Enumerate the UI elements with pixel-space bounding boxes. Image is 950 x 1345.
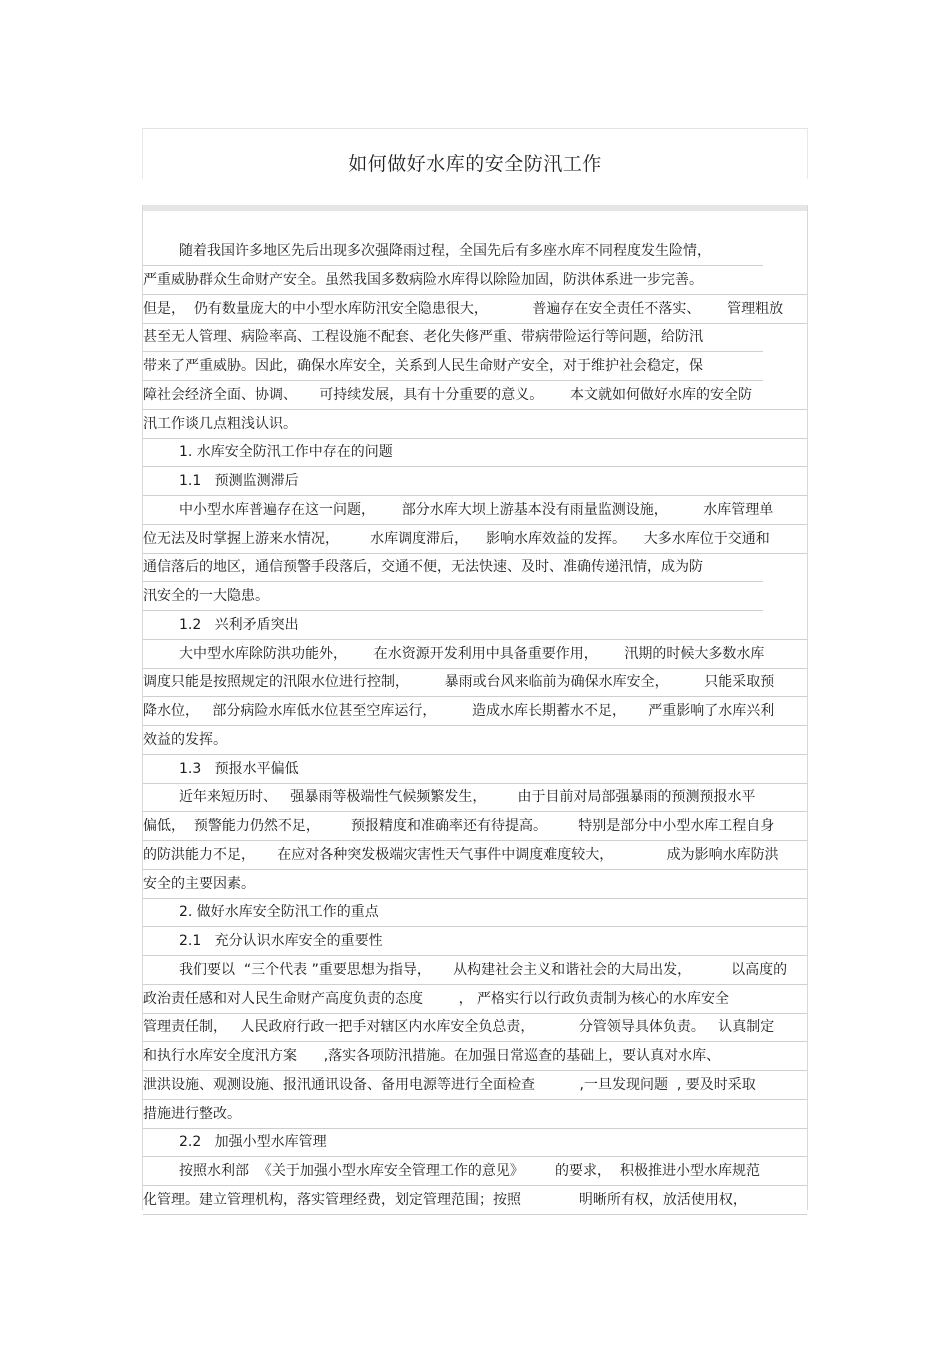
text-row: [143, 697, 807, 726]
text-row: [143, 1042, 807, 1071]
text-line: 我们要以 “三个代表 ”重要思想为指导， 从构建社会主义和谐社会的大局出发， 以高度的: [179, 961, 788, 978]
text-line: 政治责任感和对人民生命财产高度负责的态度 ， 严格实行以行政负责制为核心的水库安全: [143, 990, 730, 1007]
text-row: [143, 1071, 807, 1100]
text-row: [143, 726, 807, 755]
text-row: [143, 237, 763, 266]
text-line: 1.2 兴利矛盾突出: [179, 616, 299, 633]
text-line: 位无法及时掌握上游来水情况， 水库调度滞后， 影响水库效益的发挥。 大多水库位于交通和: [143, 530, 770, 547]
text-row: [143, 467, 807, 496]
text-line: 2. 做好水库安全防汛工作的重点: [179, 904, 379, 921]
text-row: [143, 1128, 807, 1157]
text-row: [143, 352, 763, 381]
document-title: 如何做好水库的安全防汛工作: [348, 153, 602, 175]
text-row: [143, 553, 763, 582]
text-row: [143, 668, 807, 697]
text-line: 调度只能是按照规定的汛限水位进行控制， 暴雨或台风来临前为确保水库安全， 只能采取预: [143, 674, 775, 691]
text-row: [143, 812, 807, 841]
text-line: 和执行水库安全度汛方案 ,落实各项防汛措施。在加强日常巡查的基础上，要认真对水库、: [143, 1048, 721, 1064]
text-row: [143, 525, 807, 554]
text-row: [143, 496, 807, 525]
text-row: [143, 898, 807, 927]
text-row: [143, 783, 807, 812]
text-row: [143, 1100, 807, 1129]
text-line: 1.1 预测监测滞后: [179, 473, 299, 489]
text-line: 近年来短历时、 强暴雨等极端性气候频繁发生， 由于目前对局部强暴雨的预测预报水平: [179, 789, 756, 806]
text-row: [143, 381, 807, 410]
text-row: [143, 323, 763, 352]
text-line: 带来了严重威胁。因此，确保水库安全，关系到人民生命财产安全，对于维护社会稳定，保: [143, 358, 703, 374]
text-line: 偏低， 预警能力仍然不足， 预报精度和准确率还有待提高。 特别是部分中小型水库工程自身: [143, 818, 775, 834]
text-row: [143, 640, 807, 669]
text-line: 严重威胁群众生命财产安全。虽然我国多数病险水库得以除险加固，防洪体系进一步完善。: [143, 271, 703, 288]
text-line: 化管理。建立管理机构，落实管理经费，划定管理范围；按照 明晰所有权，放活使用权，: [143, 1191, 747, 1208]
text-line: 中小型水库普遍存在这一问题， 部分水库大坝上游基本没有雨量监测设施， 水库管理单: [179, 501, 774, 518]
title-box: [142, 128, 808, 179]
text-line: 泄洪设施、观测设施、报汛通讯设备、备用电源等进行全面检查 ,一旦发现问题 , 要及时采取: [143, 1076, 756, 1093]
text-line: 1. 水库安全防汛工作中存在的问题: [179, 444, 393, 461]
text-line: 2.1 充分认识水库安全的重要性: [179, 933, 383, 949]
text-line: 随着我国许多地区先后出现多次强降雨过程，全国先后有多座水库不同程度发生险情，: [179, 243, 711, 259]
text-row: [143, 985, 807, 1014]
text-row: [143, 582, 763, 611]
text-line: 大中型水库除防洪功能外， 在水资源开发利用中具备重要作用， 汛期的时候大多数水库: [179, 645, 765, 662]
text-line: 汛工作谈几点粗浅认识。: [143, 415, 297, 432]
text-row: [143, 755, 807, 784]
text-row: [143, 870, 807, 899]
text-line: 降水位， 部分病险水库低水位甚至空库运行， 造成水库长期蓄水不足， 严重影响了水库兴利: [143, 703, 775, 719]
text-row: [143, 1186, 807, 1215]
text-row: [143, 410, 807, 439]
text-line: 效益的发挥。: [143, 731, 227, 748]
text-row: [143, 611, 807, 640]
text-line: 的防洪能力不足， 在应对各种突发极端灾害性天气事件中调度难度较大， 成为影响水库防洪: [143, 846, 779, 863]
table-top-band: [143, 205, 807, 211]
text-line: 但是， 仍有数量庞大的中小型水库防汛安全隐患很大， 普遍存在安全责任不落实、 管理粗放: [143, 300, 784, 317]
text-line: 甚至无人管理、病险率高、工程设施不配套、老化失修严重、带病带险运行等问题，给防汛: [143, 329, 703, 346]
text-row: [143, 438, 807, 467]
text-line: 障社会经济全面、协调、 可持续发展，具有十分重要的意义。 本文就如何做好水库的安全防: [143, 386, 752, 403]
text-line: 管理责任制， 人民政府行政一把手对辖区内水库安全负总责， 分管领导具体负责。 认真制定: [143, 1019, 775, 1036]
text-line: 安全的主要因素。: [143, 875, 255, 892]
text-row: [143, 956, 807, 985]
text-row: [143, 1157, 807, 1186]
text-row: [143, 266, 807, 295]
text-line: 汛安全的一大隐患。: [143, 588, 269, 604]
content-table: [142, 205, 808, 1210]
text-line: 通信落后的地区，通信预警手段落后，交通不便，无法快速、及时、准确传递汛情，成为防: [143, 559, 703, 576]
text-row: [143, 295, 807, 324]
text-row: [143, 927, 807, 956]
text-row: [143, 1013, 807, 1042]
text-line: 1.3 预报水平偏低: [179, 760, 299, 777]
text-line: 措施进行整改。: [143, 1105, 241, 1122]
text-line: 按照水利部 《关于加强小型水库安全管理工作的意见》 的要求， 积极推进小型水库规范: [179, 1163, 760, 1179]
text-line: 2.2 加强小型水库管理: [179, 1134, 327, 1151]
text-row: [143, 841, 807, 870]
